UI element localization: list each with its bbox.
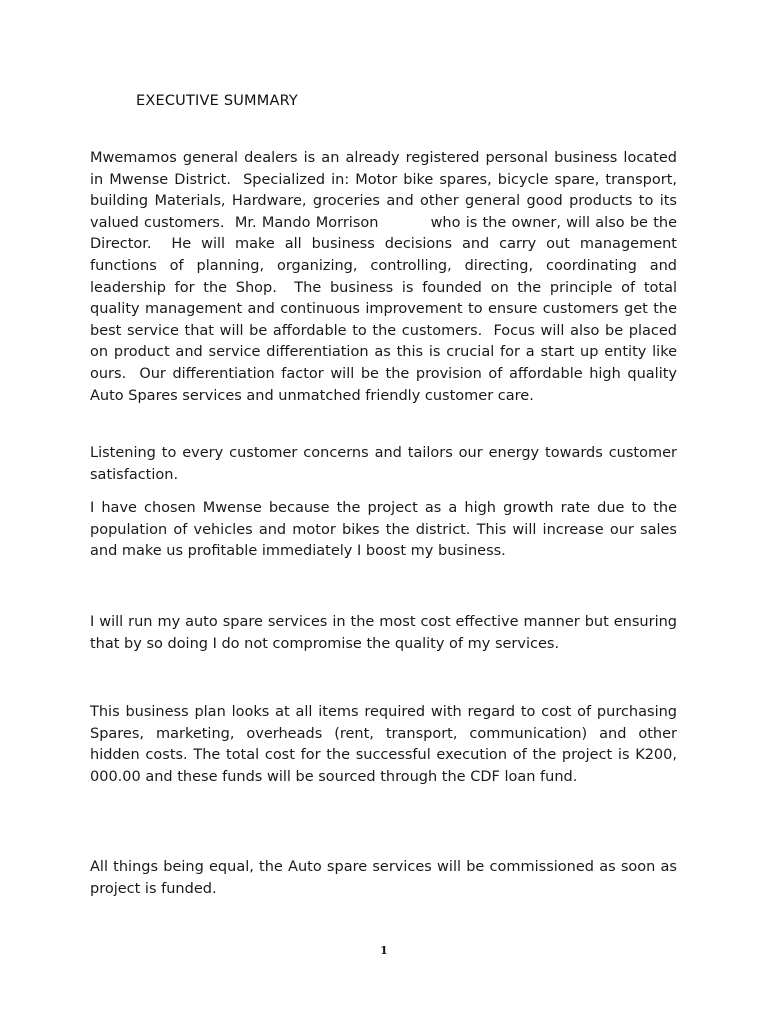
paragraph-cost-effective: I will run my auto spare services in the most cost effective manner but ensuring that by so doing I do not compromise the quality of my services. xyxy=(90,614,677,652)
paragraph-location-choice: I have chosen Mwense because the project as a high growth rate due to the population of vehicles and motor bikes the district. This will increase our sales and make us profitable immediately I boost my business. xyxy=(90,500,677,560)
paragraph-commissioning: All things being equal, the Auto spare services will be commissioned as soon as project is funded. xyxy=(90,859,677,897)
page-title: EXECUTIVE SUMMARY xyxy=(136,93,298,109)
paragraph-company-overview: Mwemamos general dealers is an already registered personal business located in Mwense District. Specialized in: Motor bike spares, bicycle spare, transport, building Materials, Hardware, groceries and other general good products to its valued customers. Mr. Mando Morrison who is the owner, will also be the Director. He will make all business decisions and carry out management functions of planning, organizing, controlling, directing, coordinating and leadership for the Shop. The business is founded on the principle of total quality management and continuous improvement to ensure customers get the best service that will be affordable to the customers. Focus will also be placed on product and service differentiation as this is crucial for a start up entity like ours. Our differentiation factor will be the provision of affordable high quality Auto Spares services and unmatched friendly customer care. xyxy=(90,150,682,404)
paragraph-funding: This business plan looks at all items required with regard to cost of purchasing Spares, marketing, overheads (rent, transport, communication) and other hidden costs. The total cost for the successful execution of the project is K200, 000.00 and these funds will be sourced through the CDF loan fund. xyxy=(90,704,677,785)
paragraph-customer-focus: Listening to every customer concerns and tailors our energy towards customer satisfaction. xyxy=(90,445,677,483)
page-number: 1 xyxy=(380,944,388,957)
